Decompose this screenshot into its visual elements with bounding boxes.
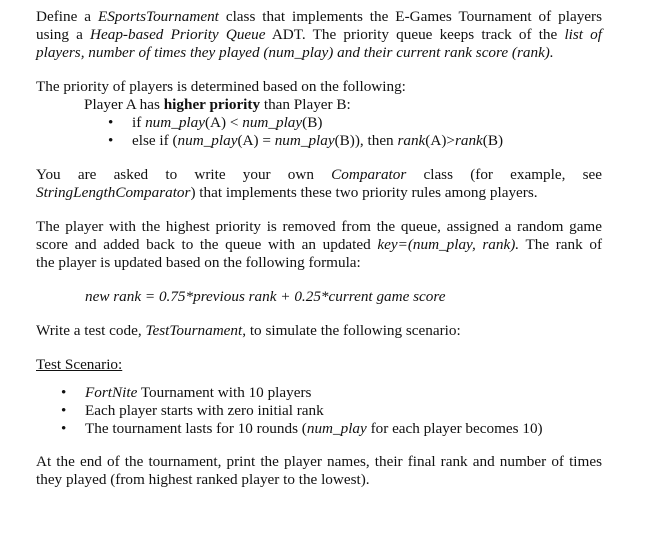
comparator-line-1: You are asked to write your own Comparator class (for example, see	[36, 166, 602, 183]
intro-line-3: players, number of times they played (num_play) and their current rank score (rank).	[36, 44, 554, 61]
bullet-icon: •	[108, 114, 114, 131]
scenario-item-3: • The tournament lasts for 10 rounds (num_play for each player becomes 10)	[61, 420, 543, 437]
priority-rule-2: • else if (num_play(A) = num_play(B)), then rank(A)>rank(B)	[108, 132, 504, 149]
removal-paragraph	[36, 218, 602, 272]
test-scenario-heading: Test Scenario:	[36, 356, 123, 373]
comparator-word: Comparator	[331, 166, 407, 183]
comparator-line-2: StringLengthComparator) that implements these two priority rules among players.	[36, 184, 538, 201]
ending-line-2: they played (from highest ranked player to the lowest).	[36, 471, 370, 488]
higher-priority-bold: higher priority	[163, 96, 261, 113]
rank-formula: new rank = 0.75*previous rank + 0.25*current game score	[85, 288, 446, 305]
priority-rules-list	[36, 114, 602, 150]
bullet-icon: •	[61, 420, 67, 437]
scenario-item-2: • Each player starts with zero initial rank	[61, 402, 324, 419]
intro-line-1: Define a ESportsTournament class that implements the E-Games Tournament of players	[36, 8, 603, 25]
assignment-document	[36, 8, 602, 489]
bullet-icon: •	[61, 402, 67, 419]
intro-line-2: using a Heap-based Priority Queue ADT. The priority queue keeps track of the list of	[36, 26, 602, 43]
removal-line-2: score and added back to the queue with an updated key=(num_play, rank). The rank of	[36, 236, 603, 253]
removal-line-1: The player with the highest priority is removed from the queue, assigned a random game	[36, 218, 602, 235]
intro-paragraph	[36, 8, 602, 62]
test-class-name: TestTournament	[145, 322, 243, 339]
comparator-paragraph	[36, 166, 602, 202]
ending-paragraph	[36, 453, 602, 489]
priority-rule-1: • if num_play(A) < num_play(B)	[108, 114, 323, 131]
test-scenario-list	[36, 384, 602, 438]
bullet-icon: •	[108, 132, 114, 149]
test-scenario-section	[36, 356, 602, 438]
scenario-item-1: • FortNite Tournament with 10 players	[61, 384, 312, 401]
priority-heading: The priority of players is determined based on the following:	[36, 78, 406, 95]
key-expression: key=(num_play, rank).	[377, 236, 520, 253]
ending-line-1: At the end of the tournament, print the player names, their final rank and number of times	[36, 453, 602, 470]
bullet-icon: •	[61, 384, 67, 401]
priority-subheading: Player A has higher priority than Player B:	[84, 96, 351, 113]
adt-name: Heap-based Priority Queue	[90, 26, 266, 43]
removal-line-3: the player is updated based on the following formula:	[36, 254, 361, 271]
test-code-paragraph: Write a test code, TestTournament, to simulate the following scenario:	[36, 322, 461, 339]
class-name-esports: ESportsTournament	[97, 8, 219, 25]
example-class-name: StringLengthComparator	[36, 184, 191, 201]
priority-section	[36, 78, 602, 150]
